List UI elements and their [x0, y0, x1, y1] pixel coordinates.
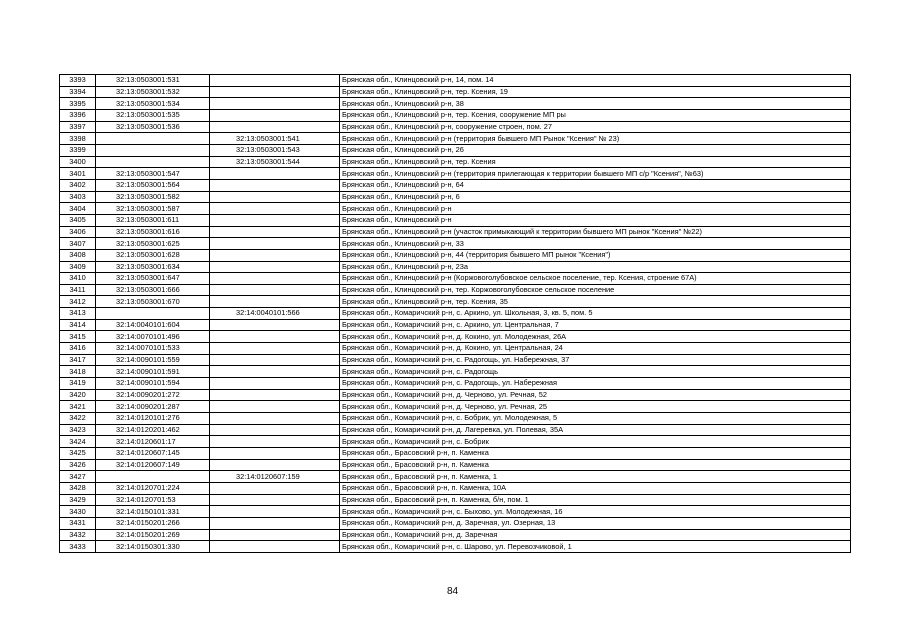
row-number-cell: 3413	[60, 308, 96, 320]
row-number-cell: 3414	[60, 319, 96, 331]
cadastral-number-alt-cell: 32:13:0503001:543	[210, 144, 340, 156]
table-row	[60, 494, 851, 506]
cadastral-number-alt-cell	[210, 284, 340, 296]
table-row	[60, 133, 851, 145]
address-cell: Брянская обл., Клинцовский р-н, 33	[340, 238, 851, 250]
address-cell: Брянская обл., Комаричский р-н, с. Быхово, ул. Молодежная, 16	[340, 506, 851, 518]
cadastral-number-cell: 32:14:0120607:149	[96, 459, 210, 471]
cadastral-number-alt-cell	[210, 238, 340, 250]
table-row	[60, 226, 851, 238]
cadastral-number-cell: 32:13:0503001:534	[96, 98, 210, 110]
address-cell: Брянская обл., Комаричский р-н, д. Черново, ул. Речная, 25	[340, 401, 851, 413]
table-row	[60, 284, 851, 296]
cadastral-number-alt-cell	[210, 506, 340, 518]
cadastral-number-alt-cell	[210, 109, 340, 121]
address-cell: Брянская обл., Комаричский р-н, д. Лагеревка, ул. Полевая, 35А	[340, 424, 851, 436]
address-cell: Брянская обл., Клинцовский р-н (Коржовоголубовское сельское поселение, тер. Ксения, строение 67А)	[340, 273, 851, 285]
row-number-cell: 3411	[60, 284, 96, 296]
table-row	[60, 261, 851, 273]
address-cell: Брянская обл., Клинцовский р-н, 23а	[340, 261, 851, 273]
cadastral-number-alt-cell	[210, 226, 340, 238]
table-row	[60, 482, 851, 494]
row-number-cell: 3396	[60, 109, 96, 121]
address-cell: Брянская обл., Брасовский р-н, п. Каменка, 1	[340, 471, 851, 483]
address-cell: Брянская обл., Комаричский р-н, д. Черново, ул. Речная, 52	[340, 389, 851, 401]
cadastral-number-alt-cell	[210, 261, 340, 273]
cadastral-number-alt-cell	[210, 168, 340, 180]
table-row	[60, 121, 851, 133]
row-number-cell: 3416	[60, 343, 96, 355]
cadastral-number-alt-cell: 32:13:0503001:541	[210, 133, 340, 145]
cadastral-number-alt-cell	[210, 75, 340, 87]
cadastral-number-cell: 32:14:0040101:604	[96, 319, 210, 331]
address-cell: Брянская обл., Комаричский р-н, д. Заречная	[340, 529, 851, 541]
cadastral-number-cell: 32:13:0503001:531	[96, 75, 210, 87]
address-cell: Брянская обл., Комаричский р-н, с. Бобрик, ул. Молодежная, 5	[340, 413, 851, 425]
table-row	[60, 471, 851, 483]
row-number-cell: 3425	[60, 448, 96, 460]
cadastral-number-cell: 32:13:0503001:532	[96, 86, 210, 98]
table-row	[60, 168, 851, 180]
address-cell: Брянская обл., Комаричский р-н, д. Кокино, ул. Центральная, 24	[340, 343, 851, 355]
row-number-cell: 3397	[60, 121, 96, 133]
address-cell: Брянская обл., Комаричский р-н, с. Радогощь	[340, 366, 851, 378]
table-row	[60, 448, 851, 460]
address-cell: Брянская обл., Комаричский р-н, с. Аркино, ул. Школьная, 3, кв. 5, пом. 5	[340, 308, 851, 320]
table-row	[60, 179, 851, 191]
row-number-cell: 3394	[60, 86, 96, 98]
table-row	[60, 424, 851, 436]
row-number-cell: 3424	[60, 436, 96, 448]
cadastral-number-alt-cell: 32:14:0120607:159	[210, 471, 340, 483]
cadastral-number-cell: 32:13:0503001:587	[96, 203, 210, 215]
row-number-cell: 3409	[60, 261, 96, 273]
table-row	[60, 109, 851, 121]
cadastral-number-alt-cell	[210, 401, 340, 413]
cadastral-number-alt-cell	[210, 436, 340, 448]
cadastral-number-cell: 32:13:0503001:611	[96, 214, 210, 226]
table-row	[60, 308, 851, 320]
row-number-cell: 3426	[60, 459, 96, 471]
address-cell: Брянская обл., Комаричский р-н, д. Заречная, ул. Озерная, 13	[340, 517, 851, 529]
row-number-cell: 3407	[60, 238, 96, 250]
address-cell: Брянская обл., Комаричский р-н, с. Аркино, ул. Центральная, 7	[340, 319, 851, 331]
address-cell: Брянская обл., Клинцовский р-н, тер. Ксения, 35	[340, 296, 851, 308]
address-cell: Брянская обл., Клинцовский р-н (территория бывшего МП Рынок "Ксения" № 23)	[340, 133, 851, 145]
table-row	[60, 517, 851, 529]
table-row	[60, 273, 851, 285]
table-row	[60, 354, 851, 366]
address-cell: Брянская обл., Клинцовский р-н, тер. Ксения, 19	[340, 86, 851, 98]
table-row	[60, 389, 851, 401]
cadastral-number-cell: 32:13:0503001:547	[96, 168, 210, 180]
row-number-cell: 3427	[60, 471, 96, 483]
address-cell: Брянская обл., Комаричский р-н, с. Радогощь, ул. Набережная	[340, 378, 851, 390]
table-row	[60, 203, 851, 215]
cadastral-number-alt-cell	[210, 121, 340, 133]
row-number-cell: 3418	[60, 366, 96, 378]
address-cell: Брянская обл., Клинцовский р-н, 38	[340, 98, 851, 110]
cadastral-number-cell: 32:14:0090201:272	[96, 389, 210, 401]
cadastral-number-alt-cell	[210, 354, 340, 366]
cadastral-number-cell: 32:14:0070101:496	[96, 331, 210, 343]
row-number-cell: 3419	[60, 378, 96, 390]
row-number-cell: 3393	[60, 75, 96, 87]
cadastral-number-alt-cell	[210, 389, 340, 401]
address-cell: Брянская обл., Клинцовский р-н, 14, пом. 14	[340, 75, 851, 87]
address-cell: Брянская обл., Клинцовский р-н, тер. Ксения, сооружение МП ры	[340, 109, 851, 121]
table-row	[60, 191, 851, 203]
cadastral-number-alt-cell: 32:13:0503001:544	[210, 156, 340, 168]
address-cell: Брянская обл., Клинцовский р-н, 26	[340, 144, 851, 156]
table-row	[60, 86, 851, 98]
cadastral-number-alt-cell	[210, 494, 340, 506]
table-row	[60, 541, 851, 553]
cadastral-number-cell	[96, 144, 210, 156]
table-row	[60, 214, 851, 226]
table-row	[60, 529, 851, 541]
row-number-cell: 3400	[60, 156, 96, 168]
table-row	[60, 98, 851, 110]
row-number-cell: 3405	[60, 214, 96, 226]
address-cell: Брянская обл., Комаричский р-н, с. Шарово, ул. Перевозчиковой, 1	[340, 541, 851, 553]
registry-table-body	[60, 75, 851, 553]
row-number-cell: 3403	[60, 191, 96, 203]
cadastral-number-cell: 32:14:0120607:145	[96, 448, 210, 460]
cadastral-number-alt-cell	[210, 296, 340, 308]
row-number-cell: 3423	[60, 424, 96, 436]
table-row	[60, 343, 851, 355]
row-number-cell: 3433	[60, 541, 96, 553]
cadastral-number-cell: 32:13:0503001:666	[96, 284, 210, 296]
address-cell: Брянская обл., Комаричский р-н, с. Бобрик	[340, 436, 851, 448]
cadastral-number-cell: 32:13:0503001:535	[96, 109, 210, 121]
table-row	[60, 144, 851, 156]
address-cell: Брянская обл., Комаричский р-н, д. Кокино, ул. Молодежная, 26А	[340, 331, 851, 343]
cadastral-number-alt-cell	[210, 214, 340, 226]
table-row	[60, 366, 851, 378]
address-cell: Брянская обл., Брасовский р-н, п. Каменка	[340, 448, 851, 460]
cadastral-number-alt-cell	[210, 86, 340, 98]
table-row	[60, 249, 851, 261]
row-number-cell: 3395	[60, 98, 96, 110]
cadastral-number-alt-cell	[210, 191, 340, 203]
address-cell: Брянская обл., Клинцовский р-н (территория прилегающая к территории бывшего МП с/р "Ксения", №63)	[340, 168, 851, 180]
cadastral-number-cell	[96, 471, 210, 483]
registry-table	[59, 74, 851, 553]
address-cell: Брянская обл., Брасовский р-н, п. Каменка, 10А	[340, 482, 851, 494]
table-row	[60, 75, 851, 87]
cadastral-number-cell	[96, 133, 210, 145]
address-cell: Брянская обл., Клинцовский р-н, тер. Коржовоголубовское сельское поселение	[340, 284, 851, 296]
row-number-cell: 3420	[60, 389, 96, 401]
cadastral-number-cell: 32:14:0070101:533	[96, 343, 210, 355]
address-cell: Брянская обл., Клинцовский р-н (участок примыкающий к территории бывшего МП рынок "Ксения" №22)	[340, 226, 851, 238]
cadastral-number-cell: 32:14:0150201:266	[96, 517, 210, 529]
row-number-cell: 3402	[60, 179, 96, 191]
address-cell: Брянская обл., Клинцовский р-н, 44 (территория бывшего МП рынок "Ксения")	[340, 249, 851, 261]
row-number-cell: 3408	[60, 249, 96, 261]
cadastral-number-cell: 32:13:0503001:670	[96, 296, 210, 308]
row-number-cell: 3417	[60, 354, 96, 366]
row-number-cell: 3404	[60, 203, 96, 215]
row-number-cell: 3399	[60, 144, 96, 156]
cadastral-number-alt-cell	[210, 331, 340, 343]
cadastral-number-cell: 32:14:0120101:276	[96, 413, 210, 425]
cadastral-number-alt-cell	[210, 249, 340, 261]
row-number-cell: 3421	[60, 401, 96, 413]
row-number-cell: 3430	[60, 506, 96, 518]
cadastral-number-alt-cell	[210, 459, 340, 471]
cadastral-number-cell: 32:14:0090201:287	[96, 401, 210, 413]
table-row	[60, 378, 851, 390]
cadastral-number-cell: 32:13:0503001:564	[96, 179, 210, 191]
address-cell: Брянская обл., Клинцовский р-н, 64	[340, 179, 851, 191]
cadastral-number-alt-cell	[210, 179, 340, 191]
cadastral-number-alt-cell	[210, 517, 340, 529]
cadastral-number-alt-cell	[210, 424, 340, 436]
cadastral-number-alt-cell: 32:14:0040101:566	[210, 308, 340, 320]
cadastral-number-alt-cell	[210, 98, 340, 110]
row-number-cell: 3412	[60, 296, 96, 308]
cadastral-number-alt-cell	[210, 413, 340, 425]
row-number-cell: 3415	[60, 331, 96, 343]
cadastral-number-cell: 32:13:0503001:647	[96, 273, 210, 285]
address-cell: Брянская обл., Клинцовский р-н, сооружение строен, пом. 27	[340, 121, 851, 133]
cadastral-number-cell: 32:13:0503001:634	[96, 261, 210, 273]
cadastral-number-alt-cell	[210, 378, 340, 390]
row-number-cell: 3432	[60, 529, 96, 541]
table-row	[60, 296, 851, 308]
cadastral-number-alt-cell	[210, 482, 340, 494]
cadastral-number-cell: 32:14:0150201:269	[96, 529, 210, 541]
table-row	[60, 156, 851, 168]
cadastral-number-alt-cell	[210, 343, 340, 355]
row-number-cell: 3422	[60, 413, 96, 425]
table-row	[60, 436, 851, 448]
cadastral-number-alt-cell	[210, 541, 340, 553]
cadastral-number-cell: 32:14:0150101:331	[96, 506, 210, 518]
cadastral-number-alt-cell	[210, 203, 340, 215]
cadastral-number-cell: 32:14:0090101:594	[96, 378, 210, 390]
cadastral-number-cell: 32:13:0503001:625	[96, 238, 210, 250]
cadastral-number-alt-cell	[210, 273, 340, 285]
cadastral-number-cell: 32:14:0120601:17	[96, 436, 210, 448]
row-number-cell: 3406	[60, 226, 96, 238]
table-row	[60, 401, 851, 413]
cadastral-number-cell	[96, 156, 210, 168]
cadastral-number-alt-cell	[210, 366, 340, 378]
row-number-cell: 3431	[60, 517, 96, 529]
row-number-cell: 3429	[60, 494, 96, 506]
cadastral-number-cell: 32:14:0150301:330	[96, 541, 210, 553]
cadastral-number-cell: 32:14:0090101:559	[96, 354, 210, 366]
row-number-cell: 3398	[60, 133, 96, 145]
address-cell: Брянская обл., Брасовский р-н, п. Каменка	[340, 459, 851, 471]
row-number-cell: 3401	[60, 168, 96, 180]
page-number: 84	[446, 586, 459, 597]
table-row	[60, 459, 851, 471]
table-row	[60, 506, 851, 518]
address-cell: Брянская обл., Клинцовский р-н, 6	[340, 191, 851, 203]
cadastral-number-alt-cell	[210, 319, 340, 331]
address-cell: Брянская обл., Клинцовский р-н, тер. Ксения	[340, 156, 851, 168]
cadastral-number-cell: 32:13:0503001:582	[96, 191, 210, 203]
address-cell: Брянская обл., Клинцовский р-н	[340, 214, 851, 226]
cadastral-number-cell: 32:13:0503001:628	[96, 249, 210, 261]
cadastral-number-cell: 32:13:0503001:536	[96, 121, 210, 133]
cadastral-number-cell: 32:13:0503001:616	[96, 226, 210, 238]
cadastral-number-alt-cell	[210, 448, 340, 460]
table-row	[60, 319, 851, 331]
cadastral-number-cell: 32:14:0090101:591	[96, 366, 210, 378]
row-number-cell: 3410	[60, 273, 96, 285]
cadastral-number-cell	[96, 308, 210, 320]
cadastral-number-cell: 32:14:0120701:53	[96, 494, 210, 506]
address-cell: Брянская обл., Клинцовский р-н	[340, 203, 851, 215]
cadastral-number-cell: 32:14:0120201:462	[96, 424, 210, 436]
row-number-cell: 3428	[60, 482, 96, 494]
address-cell: Брянская обл., Комаричский р-н, с. Радогощь, ул. Набережная, 37	[340, 354, 851, 366]
table-row	[60, 331, 851, 343]
table-row	[60, 413, 851, 425]
cadastral-number-alt-cell	[210, 529, 340, 541]
cadastral-number-cell: 32:14:0120701:224	[96, 482, 210, 494]
table-row	[60, 238, 851, 250]
address-cell: Брянская обл., Брасовский р-н, п. Каменка, б/н, пом. 1	[340, 494, 851, 506]
